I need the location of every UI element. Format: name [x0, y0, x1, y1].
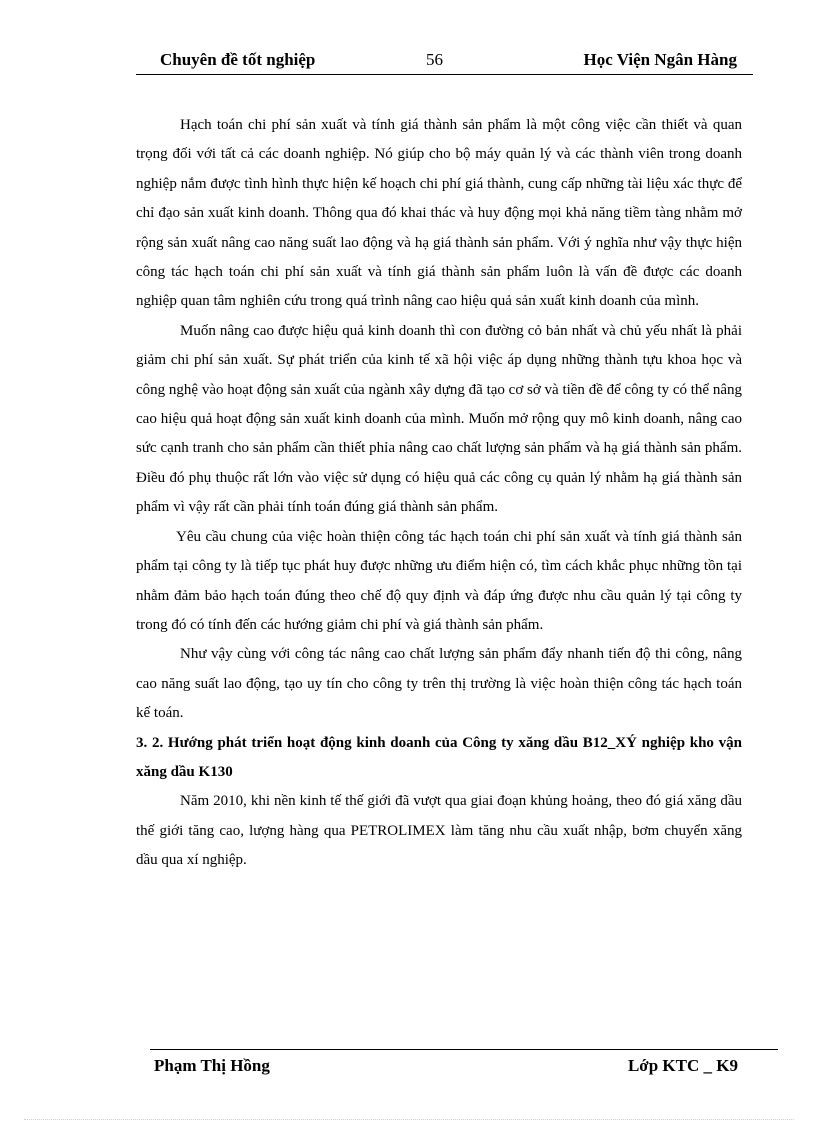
page-header	[136, 46, 753, 75]
paragraph-3: Yêu cầu chung của việc hoàn thiện công tác hạch toán chi phí sản xuất và tính giá thành sản phẩm tại công ty là tiếp tục phát huy được những ưu điểm hiện có, tìm cách khắc phục những tồn tại nhằm đảm bảo hạch toán đúng theo chế độ quy định và đáp ứng được nhu cầu quản lý tại công ty trong đó có tính đến các hướng giảm chi phí và giá thành sản phẩm.	[136, 528, 742, 633]
header-institution: Học Viện Ngân Hàng	[583, 50, 737, 69]
section-heading: 3. 2. Hướng phát triển hoạt động kinh doanh của Công ty xăng dầu B12_XÝ nghiệp kho vận xăng dầu K130	[136, 734, 742, 780]
page-footer	[150, 1049, 778, 1080]
document-body	[136, 111, 742, 876]
page-bottom-border	[24, 1119, 794, 1120]
paragraph-5: Năm 2010, khi nền kinh tế thế giới đã vượt qua giai đoạn khủng hoảng, theo đó giá xăng dầu thế giới tăng cao, lượng hàng qua PETROLIMEX làm tăng nhu cầu xuất nhập, bơm chuyển xăng dầu qua xí nghiệp.	[136, 793, 742, 869]
page-number: 56	[426, 50, 443, 69]
header-title: Chuyên đề tốt nghiệp	[160, 50, 316, 69]
paragraph-2: Muốn nâng cao được hiệu quả kinh doanh thì con đường cỏ bản nhất và chủ yếu nhất là phải giảm chi phí sản xuất. Sự phát triển của kinh tế xã hội việc áp dụng những thành tựu khoa học và công nghệ vào hoạt động sản xuất của ngành xây dựng đã tạo cơ sở và tiền đề để công ty có thể nâng cao hiệu quả hoạt động sản xuất kinh doanh của mình. Muốn mở rộng quy mô kinh doanh, nâng cao sức cạnh tranh cho sản phẩm cần thiết phỉa nâng cao chất lượng sản phẩm và hạ giá thành sản phẩm. Điều đó phụ thuộc rất lớn vào việc sử dụng có hiệu quả các công cụ quản lý nhằm hạ giá thành sản phẩm vì vậy rất cần phải tính toán đúng giá thành sản phẩm.	[136, 322, 742, 516]
footer-class: Lớp KTC _ K9	[627, 1056, 738, 1075]
paragraph-4: Như vậy cùng với công tác nâng cao chất lượng sản phẩm đẩy nhanh tiến độ thi công, nâng cao năng suất lao động, tạo uy tín cho công ty trên thị trường là việc hoàn thiện công tác hạch toán kế toán.	[136, 646, 742, 722]
footer-author: Phạm Thị Hồng	[154, 1056, 270, 1075]
paragraph-1: Hạch toán chi phí sản xuất và tính giá thành sản phẩm là một công việc cần thiết và quan trọng đối với tất cả các doanh nghiệp. Nó giúp cho bộ máy quản lý và các thành viên trong doanh nghiệp nắm được tình hình thực hiện kế hoạch chi phí giá thành, cung cấp những tài liệu xác thực để chỉ đạo sản xuất kinh doanh. Thông qua đó khai thác và huy động mọi khả năng tiềm tàng nhằm mở rộng sản xuất nâng cao năng suất lao động và hạ giá thành sản phẩm. Với ý nghĩa như vậy thực hiện công tác hạch toán chi phí sản xuất và tính giá thành sản phẩm luôn là vấn đề được các doanh nghiệp quan tâm nghiên cứu trong quá trình nâng cao hiệu quả sản xuất kinh doanh của mình.	[136, 117, 742, 310]
